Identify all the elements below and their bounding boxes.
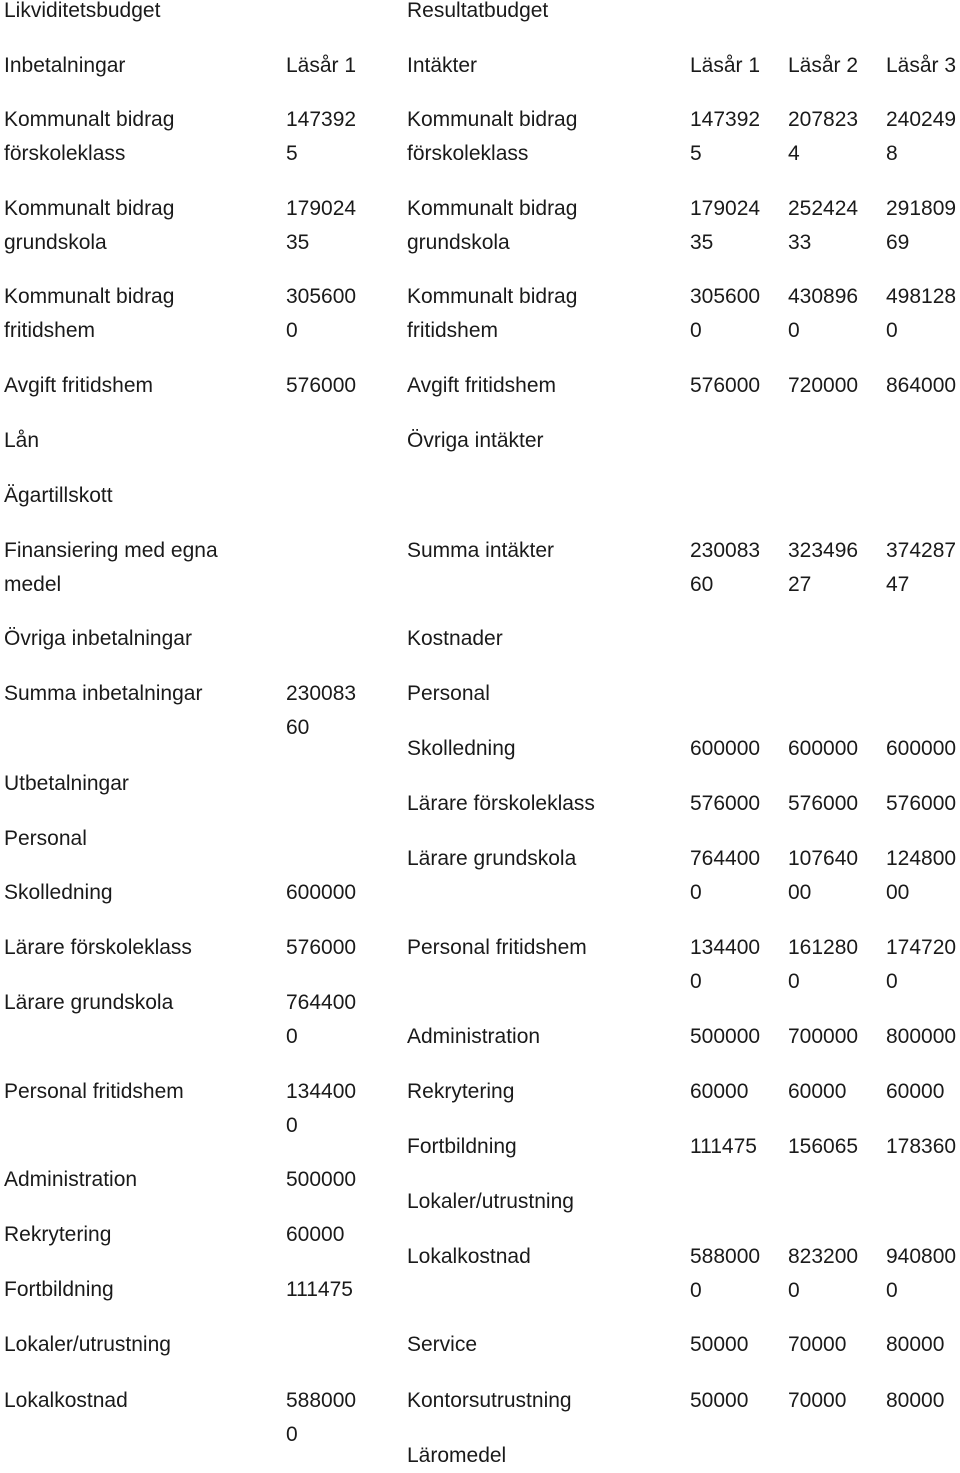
right-row-label: Övriga intäkter <box>407 429 544 452</box>
right-row-label: Kommunalt bidrag förskoleklass <box>407 108 578 165</box>
left-row-year1-value: 305600 0 <box>286 285 357 342</box>
left-header-label: Inbetalningar <box>4 54 126 77</box>
right-row-label: Summa intäkter <box>407 539 555 562</box>
right-row-year1-value: 111475 <box>690 1135 757 1158</box>
liquidity-budget-title: Likviditetsbudget <box>4 0 161 22</box>
right-row-year2-value: 70000 <box>788 1333 847 1356</box>
right-row-label: Avgift fritidshem <box>407 374 556 397</box>
left-row-label: Lärare förskoleklass <box>4 936 192 959</box>
right-row-year1-value: 60000 <box>690 1080 749 1103</box>
right-row-year2-value: 70000 <box>788 1389 847 1412</box>
left-row-label: Övriga inbetalningar <box>4 627 192 650</box>
right-row-year3-value: 600000 <box>886 737 957 760</box>
right-row-year2-value: 107640 00 <box>788 847 859 904</box>
left-row-year1-value: 576000 <box>286 374 357 397</box>
right-row-year2-value: 161280 0 <box>788 936 859 993</box>
right-row-label: Kommunalt bidrag fritidshem <box>407 285 578 342</box>
right-header-year1: Läsår 1 <box>690 54 761 77</box>
right-row-label: Rekrytering <box>407 1080 515 1103</box>
left-row-label: Ägartillskott <box>4 484 113 507</box>
right-row-year1-value: 179024 35 <box>690 197 761 254</box>
right-row-year1-value: 305600 0 <box>690 285 761 342</box>
right-row-year1-value: 576000 <box>690 374 761 397</box>
right-row-year3-value: 864000 <box>886 374 957 397</box>
left-row-year1-value: 500000 <box>286 1168 357 1191</box>
right-row-year1-value: 147392 5 <box>690 108 761 165</box>
right-row-year3-value: 240249 8 <box>886 108 957 165</box>
left-row-year1-value: 764400 0 <box>286 991 357 1048</box>
right-row-label: Lärare grundskola <box>407 847 577 870</box>
left-row-label: Lokaler/utrustning <box>4 1333 171 1356</box>
right-row-year2-value: 207823 4 <box>788 108 859 165</box>
left-header-year1: Läsår 1 <box>286 54 357 77</box>
left-row-label: Fortbildning <box>4 1278 114 1301</box>
left-row-label: Summa inbetalningar <box>4 682 203 705</box>
right-row-year3-value: 800000 <box>886 1025 957 1048</box>
right-row-year3-value: 124800 00 <box>886 847 957 904</box>
right-row-year2-value: 823200 0 <box>788 1245 859 1302</box>
left-row-label: Finansiering med egna medel <box>4 539 218 596</box>
left-row-year1-value: 179024 35 <box>286 197 357 254</box>
left-row-year1-value: 147392 5 <box>286 108 357 165</box>
left-row-label: Avgift fritidshem <box>4 374 153 397</box>
right-row-year2-value: 156065 <box>788 1135 859 1158</box>
left-row-year1-value: 600000 <box>286 881 357 904</box>
left-row-year1-value: 111475 <box>286 1278 353 1301</box>
right-row-label: Skolledning <box>407 737 516 760</box>
left-row-label: Lån <box>4 429 40 452</box>
left-row-year1-value: 230083 60 <box>286 682 357 739</box>
left-row-label: Personal fritidshem <box>4 1080 184 1103</box>
right-row-year1-value: 588000 0 <box>690 1245 761 1302</box>
right-row-label: Personal fritidshem <box>407 936 587 959</box>
right-row-label: Administration <box>407 1025 541 1048</box>
left-row-label: Kommunalt bidrag förskoleklass <box>4 108 175 165</box>
right-row-label: Kommunalt bidrag grundskola <box>407 197 578 254</box>
right-row-year1-value: 576000 <box>690 792 761 815</box>
left-row-year1-value: 60000 <box>286 1223 345 1246</box>
right-row-label: Service <box>407 1333 478 1356</box>
right-row-label: Läromedel <box>407 1444 507 1467</box>
right-row-year3-value: 178360 <box>886 1135 957 1158</box>
right-row-year2-value: 323496 27 <box>788 539 859 596</box>
result-budget-title: Resultatbudget <box>407 0 549 22</box>
left-row-label: Utbetalningar <box>4 772 129 795</box>
right-row-year3-value: 60000 <box>886 1080 945 1103</box>
right-row-year1-value: 600000 <box>690 737 761 760</box>
right-row-year3-value: 174720 0 <box>886 936 957 993</box>
right-row-label: Lokaler/utrustning <box>407 1190 574 1213</box>
right-row-label: Kostnader <box>407 627 503 650</box>
right-row-label: Lärare förskoleklass <box>407 792 595 815</box>
right-row-year1-value: 230083 60 <box>690 539 761 596</box>
right-row-label: Lokalkostnad <box>407 1245 531 1268</box>
right-row-year3-value: 291809 69 <box>886 197 957 254</box>
left-row-year1-value: 576000 <box>286 936 357 959</box>
right-row-year1-value: 50000 <box>690 1333 749 1356</box>
right-row-year1-value: 50000 <box>690 1389 749 1412</box>
left-row-label: Rekrytering <box>4 1223 112 1246</box>
right-row-year2-value: 576000 <box>788 792 859 815</box>
left-row-label: Kommunalt bidrag grundskola <box>4 197 175 254</box>
right-row-label: Kontorsutrustning <box>407 1389 572 1412</box>
left-row-label: Skolledning <box>4 881 113 904</box>
right-header-year3: Läsår 3 <box>886 54 957 77</box>
right-row-year1-value: 134400 0 <box>690 936 761 993</box>
right-row-label: Personal <box>407 682 490 705</box>
right-header-year2: Läsår 2 <box>788 54 859 77</box>
right-row-year2-value: 430896 0 <box>788 285 859 342</box>
right-row-year2-value: 720000 <box>788 374 859 397</box>
right-row-label: Fortbildning <box>407 1135 517 1158</box>
right-row-year2-value: 252424 33 <box>788 197 859 254</box>
left-row-label: Personal <box>4 827 87 850</box>
left-row-label: Lokalkostnad <box>4 1389 128 1412</box>
right-row-year3-value: 374287 47 <box>886 539 957 596</box>
left-row-year1-value: 588000 0 <box>286 1389 357 1446</box>
right-row-year1-value: 500000 <box>690 1025 761 1048</box>
right-row-year2-value: 600000 <box>788 737 859 760</box>
right-row-year2-value: 60000 <box>788 1080 847 1103</box>
left-row-year1-value: 134400 0 <box>286 1080 357 1137</box>
left-row-label: Kommunalt bidrag fritidshem <box>4 285 175 342</box>
left-row-label: Administration <box>4 1168 138 1191</box>
right-row-year3-value: 576000 <box>886 792 957 815</box>
right-row-year2-value: 700000 <box>788 1025 859 1048</box>
right-row-year1-value: 764400 0 <box>690 847 761 904</box>
right-row-year3-value: 940800 0 <box>886 1245 957 1302</box>
right-row-year3-value: 80000 <box>886 1389 945 1412</box>
right-row-year3-value: 80000 <box>886 1333 945 1356</box>
right-header-label: Intäkter <box>407 54 478 77</box>
right-row-year3-value: 498128 0 <box>886 285 957 342</box>
left-row-label: Lärare grundskola <box>4 991 174 1014</box>
